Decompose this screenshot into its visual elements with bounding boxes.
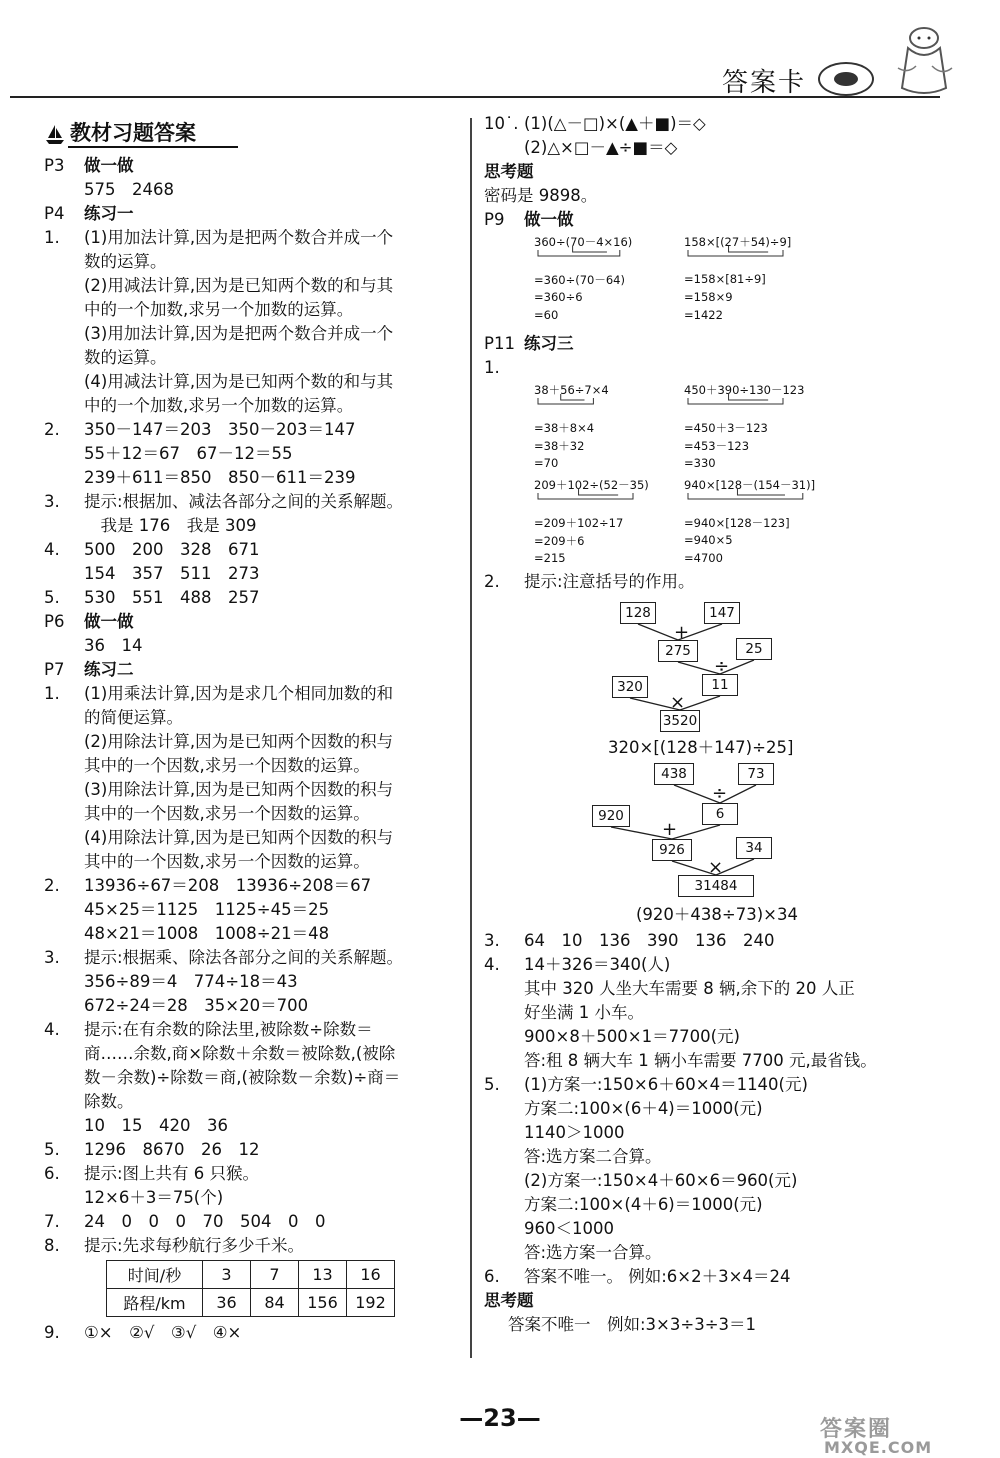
answer-text: 154 357 511 273: [84, 564, 260, 583]
answer-row: [44, 1138, 464, 1162]
step-text: =940×5: [684, 533, 733, 547]
step-text: =330: [684, 456, 716, 470]
step-text: =360÷6: [534, 290, 583, 304]
answer-text: 1140＞1000: [524, 1123, 625, 1142]
answer-row: [44, 826, 464, 850]
answer-text: 36 14: [84, 636, 143, 655]
answer-text: (1)用加法计算,因为是把两个数合并成一个: [84, 228, 394, 247]
answer-row: [44, 298, 464, 322]
step-text: 360÷(70－4×16): [534, 235, 633, 249]
value-box: 6: [702, 803, 738, 825]
question-number: 9.: [44, 1323, 60, 1342]
sailboat-icon: [44, 123, 66, 145]
question-number: 8.: [44, 1236, 60, 1255]
answer-text: 除数。: [84, 1092, 134, 1111]
answer-text: 商……余数,商×除数＋余数＝被除数,(被除: [84, 1044, 396, 1063]
answer-row: [44, 322, 464, 346]
answer-text: (1)(△－□)×(▲＋■)＝◇: [524, 114, 706, 133]
answer-row: [44, 1090, 464, 1114]
answer-text: 45×25＝1125 1125÷45＝25: [84, 900, 330, 919]
question-number: 6.: [44, 1164, 60, 1183]
answer-text: 960＜1000: [524, 1219, 614, 1238]
question-number: 5.: [44, 588, 60, 607]
think-answer-2: 答案不唯一 例如:3×3÷3÷3＝1: [508, 1315, 757, 1334]
answer-row: [44, 1018, 464, 1042]
column-divider: [470, 118, 472, 1358]
answer-row: [44, 1114, 464, 1138]
answer-text: 575 2468: [84, 180, 174, 199]
answer-text: (3)用除法计算,因为是已知两个因数的积与: [84, 780, 394, 799]
question-number: 3.: [44, 948, 60, 967]
step-text: =38＋32: [534, 439, 585, 453]
operation-tree-1: [484, 594, 964, 759]
answer-row: [44, 418, 464, 442]
answer-text: 中的一个加数,求另一个加数的运算。: [84, 396, 354, 415]
page-ref: P9: [484, 210, 505, 229]
value-box: 147: [704, 602, 740, 624]
answer-row: [44, 874, 464, 898]
think-title-1: 思考题: [484, 162, 534, 181]
logo-badge-icon: [818, 62, 874, 96]
answer-row: [44, 1210, 464, 1234]
question-number: 10˙.: [484, 114, 519, 133]
step-text: =158×9: [684, 290, 733, 304]
operator-symbol: ÷: [714, 656, 730, 677]
answer-text: 做一做: [84, 156, 134, 175]
answer-text: 提示:图上共有 6 只猴。: [84, 1164, 260, 1183]
operator-symbol: ÷: [712, 783, 728, 804]
answer-text: 数的运算。: [84, 348, 167, 367]
answer-text: 24 0 0 0 70 504 0 0: [84, 1212, 326, 1231]
answer-text: 练习一: [84, 204, 134, 223]
step-text: =209＋6: [534, 534, 585, 548]
answer-text: 数－余数)÷除数＝商,(被除数－余数)÷商＝: [84, 1068, 401, 1087]
answer-text: (4)用除法计算,因为是已知两个因数的积与: [84, 828, 394, 847]
answer-row: [484, 1121, 964, 1145]
exercise-name: 做一做: [524, 210, 574, 229]
section-title: [44, 112, 464, 154]
answer-text: ①× ②√ ③√ ④×: [84, 1323, 242, 1342]
value-box: 320: [612, 676, 648, 698]
table-cell: 84: [251, 1289, 299, 1317]
table-row: [107, 1289, 395, 1317]
answer-text: 10 15 420 36: [84, 1116, 228, 1135]
question-number: 3.: [44, 492, 60, 511]
answer-row: [484, 1025, 964, 1049]
answer-row: [44, 538, 464, 562]
value-box: 31484: [678, 875, 754, 897]
table-cell: 3: [203, 1261, 251, 1289]
answer-text: 练习二: [84, 660, 134, 679]
answer-text: (4)用减法计算,因为是已知两个数的和与其: [84, 372, 394, 391]
answer-row: [484, 1265, 964, 1289]
step-text: =158×[81÷9]: [684, 272, 766, 286]
operator-symbol: ×: [708, 857, 724, 878]
answer-row: [44, 514, 464, 538]
answer-text: 答:选方案二合算。: [524, 1147, 662, 1166]
step-text: 158×[(27＋54)÷9]: [684, 235, 792, 249]
table-cell: 192: [347, 1289, 395, 1317]
p9-step-calculations: [484, 232, 964, 332]
answer-text: 14＋326＝340(人): [524, 955, 671, 974]
step-text: =450＋3－123: [684, 421, 768, 435]
watermark-url: MXQE.COM: [824, 1438, 933, 1457]
answer-text: 提示:在有余数的除法里,被除数÷除数＝: [84, 1020, 373, 1039]
answer-text: 350－147＝203 350－203＝147: [84, 420, 356, 439]
value-box: 128: [620, 602, 656, 624]
operator-symbol: ×: [670, 692, 686, 713]
question-number: P3: [44, 156, 65, 175]
answer-row: [44, 250, 464, 274]
answer-text: (1)用乘法计算,因为是求几个相同加数的和: [84, 684, 394, 703]
answer-row: [44, 634, 464, 658]
step-text: =70: [534, 456, 559, 470]
value-box: 73: [738, 763, 774, 785]
answer-text: 答:选方案一合算。: [524, 1243, 662, 1262]
answer-text: 900×8＋500×1＝7700(元): [524, 1027, 740, 1046]
question-number: 4.: [44, 1020, 60, 1039]
value-box: 34: [736, 837, 772, 859]
step-text: =215: [534, 551, 566, 565]
answer-row: [44, 1162, 464, 1186]
question-number: P7: [44, 660, 65, 679]
step-text: 450＋390÷130－123: [684, 383, 805, 397]
tree-connector: [680, 696, 720, 710]
p11-heading: [484, 332, 964, 356]
answer-text: 做一做: [84, 612, 134, 631]
question-number: 1.: [44, 228, 60, 247]
watermark-brand: 答案圈: [820, 1417, 893, 1442]
value-box: 3520: [660, 710, 700, 732]
question-number: P6: [44, 612, 65, 631]
question-number: 5.: [44, 1140, 60, 1159]
answer-text: 1296 8670 26 12: [84, 1140, 260, 1159]
answer-text: 其中 320 人坐大车需要 8 辆,余下的 20 人正: [524, 979, 855, 998]
answer-row: [484, 136, 964, 160]
answer-row: [484, 1193, 964, 1217]
answer-text: 55＋12＝67 67－12＝55: [84, 444, 293, 463]
answer-row: [484, 1145, 964, 1169]
step-text: =209＋102÷17: [534, 516, 624, 530]
operator-symbol: +: [662, 819, 678, 840]
step-text: =940×[128－123]: [684, 516, 790, 530]
answer-text: 答:租 8 辆大车 1 辆小车需要 7700 元,最省钱。: [524, 1051, 877, 1070]
header-title: 答案卡: [722, 68, 807, 98]
answer-row-q9: [44, 1321, 464, 1345]
answer-row: [44, 442, 464, 466]
question-number: 6.: [484, 1267, 500, 1286]
answer-row: [44, 1186, 464, 1210]
section-title-text: 教材习题答案: [70, 121, 196, 145]
answer-text: (2)方案一:150×4＋60×6＝960(元): [524, 1171, 798, 1190]
question-number: P4: [44, 204, 65, 223]
exercise-name: 练习三: [524, 334, 574, 353]
answer-text: 数的运算。: [84, 252, 167, 271]
answer-text: 其中的一个因数,求另一个因数的运算。: [84, 756, 370, 775]
table-cell: 13: [299, 1261, 347, 1289]
question-number: 2.: [44, 876, 60, 895]
answer-row: [44, 730, 464, 754]
answer-row: [44, 946, 464, 970]
answer-row: [44, 754, 464, 778]
answer-row: [44, 778, 464, 802]
page-ref: P11: [484, 334, 515, 353]
answer-text: 12×6＋3＝75(个): [84, 1188, 224, 1207]
value-box: 11: [702, 674, 738, 696]
answer-row: [484, 1169, 964, 1193]
answer-text: 239＋611＝850 850－611＝239: [84, 468, 356, 487]
operator-symbol: +: [674, 622, 690, 643]
step-text: =60: [534, 308, 559, 322]
table-cell: 36: [203, 1289, 251, 1317]
answer-text: 其中的一个因数,求另一个因数的运算。: [84, 852, 370, 871]
answer-row: [44, 202, 464, 226]
answer-text: (3)用加法计算,因为是把两个数合并成一个: [84, 324, 394, 343]
value-box: 438: [654, 763, 694, 785]
table-cell: 156: [299, 1289, 347, 1317]
answer-row: [484, 977, 964, 1001]
step-text: 940×[128－(154－31)]: [684, 478, 816, 492]
think-title-2: 思考题: [484, 1291, 534, 1310]
answer-row: [44, 370, 464, 394]
think-answer-1: 密码是 9898。: [484, 186, 598, 205]
answer-row: [44, 994, 464, 1018]
tree-connector: [672, 825, 720, 839]
answer-row: [44, 562, 464, 586]
step-text: =1422: [684, 308, 723, 322]
answer-text: 13936÷67＝208 13936÷208＝67: [84, 876, 372, 895]
answer-text: 提示:根据加、减法各部分之间的关系解题。: [84, 492, 404, 511]
question-number: 2.: [484, 572, 500, 591]
answer-row: [44, 346, 464, 370]
answer-row: [484, 1241, 964, 1265]
answer-row: [44, 154, 464, 178]
answer-row: [44, 1234, 464, 1258]
page-number: —23—: [459, 1404, 541, 1432]
answer-text: 方案二:100×(6＋4)＝1000(元): [524, 1099, 763, 1118]
answer-text: (2)△×□－▲÷■＝◇: [524, 138, 678, 157]
tree-expression: (920＋438÷73)×34: [636, 905, 799, 924]
answer-row: [44, 226, 464, 250]
p9-heading: [484, 208, 964, 232]
answer-text: 我是 176 我是 309: [84, 516, 257, 535]
q10-answers: [484, 112, 964, 160]
tree-expression: 320×[(128＋147)÷25]: [608, 738, 794, 757]
answer-row: [44, 658, 464, 682]
table-row: [107, 1261, 395, 1289]
answer-row: [44, 394, 464, 418]
value-box: 926: [652, 839, 692, 861]
title-underline: [68, 146, 238, 148]
question-number: 3.: [484, 931, 500, 950]
answer-row: [484, 112, 964, 136]
answer-row: [44, 706, 464, 730]
table-cell: 16: [347, 1261, 395, 1289]
answer-text: 其中的一个因数,求另一个因数的运算。: [84, 804, 370, 823]
answer-text: 好坐满 1 小车。: [524, 1003, 644, 1022]
answer-text: 提示:根据乘、除法各部分之间的关系解题。: [84, 948, 404, 967]
p11-q1-number: 1.: [484, 358, 500, 377]
row-header-cell: 路程/km: [107, 1289, 203, 1317]
right-column: [484, 112, 964, 1337]
question-number: 2.: [44, 420, 60, 439]
answer-row: [44, 898, 464, 922]
step-text: 209＋102÷(52－35): [534, 478, 649, 492]
speed-table: [106, 1260, 395, 1317]
p11-step-calculations: [484, 380, 964, 570]
answer-text: 500 200 328 671: [84, 540, 260, 559]
answer-text: 530 551 488 257: [84, 588, 260, 607]
answer-row: [484, 953, 964, 977]
scholar-figure-icon: [888, 18, 958, 102]
left-answer-list: [44, 154, 464, 1258]
answer-text: (1)方案一:150×6＋60×4＝1140(元): [524, 1075, 808, 1094]
answer-text: 356÷89＝4 774÷18＝43: [84, 972, 298, 991]
right-answer-list: [484, 929, 964, 1289]
value-box: 920: [592, 805, 630, 827]
answer-text: 中的一个加数,求另一个加数的运算。: [84, 300, 354, 319]
answer-text: 的简便运算。: [84, 708, 183, 727]
step-text: =453－123: [684, 439, 750, 453]
step-text: 38＋56÷7×4: [534, 383, 609, 397]
answer-row: [44, 802, 464, 826]
answer-row: [44, 466, 464, 490]
answer-text: 64 10 136 390 136 240: [524, 931, 775, 950]
answer-row: [44, 1066, 464, 1090]
operation-tree-2: [484, 759, 964, 929]
page-header: [0, 0, 1000, 110]
answer-row: [44, 1042, 464, 1066]
question-number: 5.: [484, 1075, 500, 1094]
answer-row: [44, 610, 464, 634]
answer-row: [484, 929, 964, 953]
answer-row: [484, 1217, 964, 1241]
answer-text: 672÷24＝28 35×20＝700: [84, 996, 309, 1015]
answer-row: [44, 178, 464, 202]
answer-text: (2)用除法计算,因为是已知两个因数的积与: [84, 732, 394, 751]
value-box: 25: [736, 638, 772, 660]
answer-text: 提示:先求每秒航行多少千米。: [84, 1236, 305, 1255]
answer-text: 48×21＝1008 1008÷21＝48: [84, 924, 330, 943]
answer-row: [484, 1073, 964, 1097]
answer-row: [44, 586, 464, 610]
row-header-cell: 时间/秒: [107, 1261, 203, 1289]
answer-row: [44, 490, 464, 514]
step-text: =360÷(70－64): [534, 273, 625, 287]
answer-text: 方案二:100×(4＋6)＝1000(元): [524, 1195, 763, 1214]
answer-row: [44, 850, 464, 874]
answer-row-q2: [484, 570, 964, 594]
step-text: =38＋8×4: [534, 421, 595, 435]
answer-row: [44, 922, 464, 946]
question-number: 4.: [44, 540, 60, 559]
answer-row: [484, 1001, 964, 1025]
answer-row: [484, 1049, 964, 1073]
answer-row: [44, 682, 464, 706]
answer-row: [44, 970, 464, 994]
answer-text: 答案不唯一。 例如:6×2＋3×4＝24: [524, 1267, 791, 1286]
question-number: 1.: [44, 684, 60, 703]
table-cell: 7: [251, 1261, 299, 1289]
left-column: [44, 112, 464, 1345]
header-rule: [10, 96, 940, 98]
step-text: =4700: [684, 551, 723, 565]
answer-text: 提示:注意括号的作用。: [524, 572, 695, 591]
answer-text: (2)用减法计算,因为是已知两个数的和与其: [84, 276, 394, 295]
answer-row: [44, 274, 464, 298]
value-box: 275: [658, 640, 698, 662]
tree-connector: [638, 624, 678, 640]
question-number: 4.: [484, 955, 500, 974]
answer-row: [484, 1097, 964, 1121]
question-number: 7.: [44, 1212, 60, 1231]
